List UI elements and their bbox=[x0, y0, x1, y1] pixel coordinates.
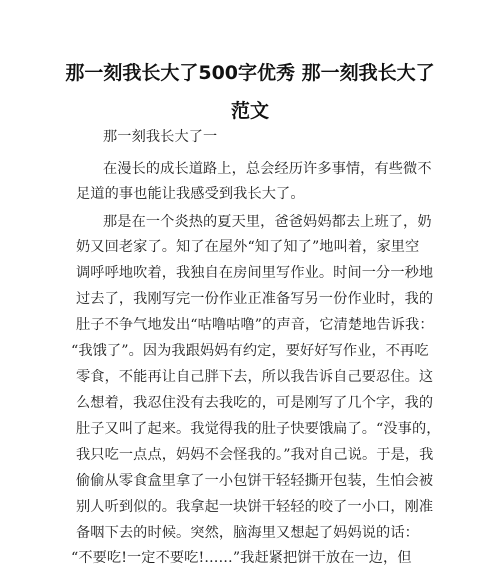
document-title-line-2: 范文 bbox=[230, 100, 269, 122]
body-line: 过去了，我刚写完一份作业正准备写另一份作业时，我的 bbox=[76, 291, 434, 307]
body-line: 那一刻我长大了一 bbox=[103, 129, 218, 145]
body-line: 备咽下去的时候。突然，脑海里又想起了妈妈说的话： bbox=[76, 525, 419, 541]
body-line: 肚子又叫了起来。我觉得我的肚子快要饿扁了。“没事的， bbox=[76, 421, 441, 437]
body-line: 偷偷从零食盒里拿了一小包饼干轻轻撕开包装，生怕会被 bbox=[76, 473, 434, 489]
body-line: 那是在一个炎热的夏天里，爸爸妈妈都去上班了，奶 bbox=[103, 214, 432, 230]
body-line: 足道的事也能让我感受到我长大了。 bbox=[76, 186, 305, 202]
body-line: 奶又回老家了。知了在屋外“知了知了”地叫着，家里空 bbox=[76, 239, 420, 255]
document-title-line-1: 那一刻我长大了500字优秀 那一刻我长大了 bbox=[65, 62, 435, 84]
body-line: 零食，不能再让自己胖下去，所以我告诉自己要忍住。这 bbox=[76, 369, 434, 385]
body-line: “不要吃!一定不要吃!……”我赶紧把饼干放在一边，但 bbox=[71, 550, 412, 566]
body-line: 我只吃一点点，妈妈不会怪我的。”我对自己说。于是，我 bbox=[76, 447, 434, 463]
body-line: 别人听到似的。我拿起一块饼干轻轻的咬了一小口，刚准 bbox=[76, 499, 434, 515]
body-line: 调呼呼地吹着，我独自在房间里写作业。时间一分一秒地 bbox=[76, 265, 434, 281]
body-line: 肚子不争气地发出“咕噜咕噜”的声音，它清楚地告诉我： bbox=[76, 317, 434, 333]
body-line: 在漫长的成长道路上，总会经历许多事情，有些微不 bbox=[103, 161, 432, 177]
body-line: “我饿了”。因为我跟妈妈有约定，要好好写作业，不再吃 bbox=[71, 343, 429, 359]
body-line: 么想着，我忍住没有去我吃的，可是刚写了几个字，我的 bbox=[76, 395, 434, 411]
